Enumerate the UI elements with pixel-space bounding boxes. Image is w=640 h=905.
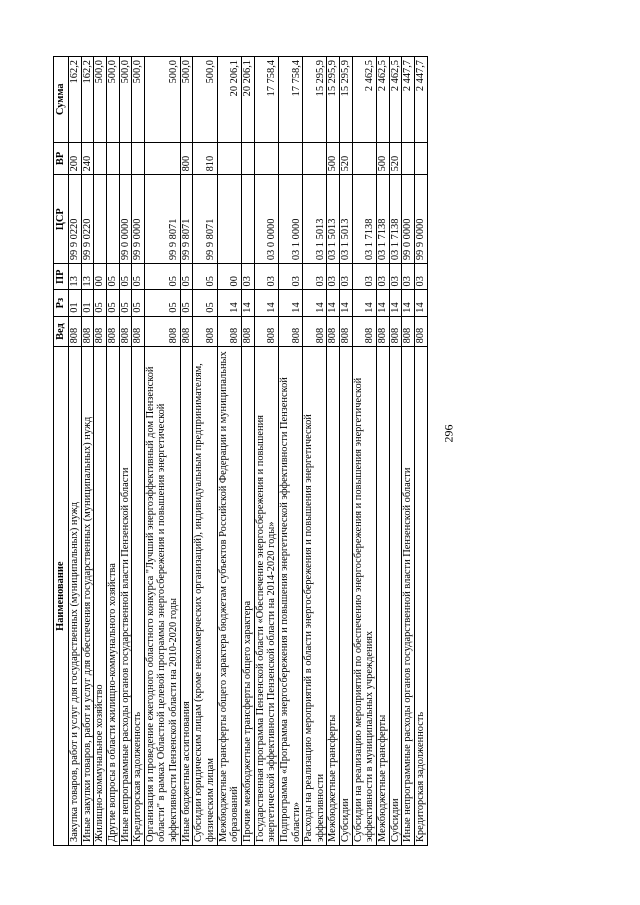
cell-vr <box>106 142 119 175</box>
cell-pr: 00 <box>217 264 241 290</box>
cell-sum: 15 295,9 <box>327 57 340 143</box>
cell-pr: 03 <box>352 264 376 290</box>
cell-pr: 03 <box>402 264 415 290</box>
cell-csr: 99 9 8071 <box>144 175 180 264</box>
cell-vr: 800 <box>180 142 193 175</box>
header-name: Наименование <box>54 347 69 846</box>
cell-name: Субсидии юридическим лицам (кроме некоммерческих организаций), индивидуальным предпринимателям, физическим лицам <box>193 347 217 846</box>
cell-sum: 17 758,4 <box>254 57 278 143</box>
cell-rz: 14 <box>352 290 376 316</box>
cell-name: Подпрограмма «Программа энергосбережения и повышения энергетической эффективности Пензенской области» <box>278 347 302 846</box>
table-row <box>303 57 327 846</box>
cell-sum: 500,0 <box>94 57 107 143</box>
cell-ved: 808 <box>193 316 217 347</box>
cell-name: Субсидии <box>340 347 353 846</box>
cell-csr: 03 0 0000 <box>254 175 278 264</box>
cell-ved: 808 <box>144 316 180 347</box>
table-row <box>254 57 278 846</box>
rotated-page-content <box>53 56 640 846</box>
cell-ved: 808 <box>94 316 107 347</box>
cell-pr: 03 <box>327 264 340 290</box>
cell-csr: 03 1 5013 <box>327 175 340 264</box>
cell-vr: 200 <box>69 142 82 175</box>
cell-rz: 05 <box>193 290 217 316</box>
cell-rz: 05 <box>119 290 132 316</box>
cell-csr: 99 9 0000 <box>414 175 427 264</box>
cell-sum: 2 447,7 <box>414 57 427 143</box>
cell-ved: 808 <box>106 316 119 347</box>
cell-csr: 99 0 0000 <box>119 175 132 264</box>
cell-ved: 808 <box>414 316 427 347</box>
cell-vr: 500 <box>327 142 340 175</box>
table-row <box>377 57 390 846</box>
cell-vr <box>119 142 132 175</box>
table-row <box>340 57 353 846</box>
cell-rz: 14 <box>241 290 254 316</box>
table-row <box>352 57 376 846</box>
cell-sum: 162,2 <box>69 57 82 143</box>
cell-name: Иные бюджетные ассигнования <box>180 347 193 846</box>
cell-ved: 808 <box>69 316 82 347</box>
cell-name: Иные непрограммные расходы органов государственной власти Пензенской области <box>402 347 415 846</box>
cell-rz: 01 <box>69 290 82 316</box>
cell-rz: 14 <box>278 290 302 316</box>
cell-rz: 05 <box>106 290 119 316</box>
table-row <box>193 57 217 846</box>
cell-vr: 240 <box>81 142 94 175</box>
cell-rz: 01 <box>81 290 94 316</box>
cell-ved: 808 <box>180 316 193 347</box>
cell-csr <box>106 175 119 264</box>
table-row <box>106 57 119 846</box>
cell-name: Иные закупки товаров, работ и услуг для обеспечения государственных (муниципальных) нужд <box>81 347 94 846</box>
table-row <box>414 57 427 846</box>
table-row <box>119 57 132 846</box>
cell-rz: 05 <box>180 290 193 316</box>
cell-pr: 03 <box>278 264 302 290</box>
cell-csr: 03 1 5013 <box>303 175 327 264</box>
cell-ved: 808 <box>217 316 241 347</box>
cell-vr <box>254 142 278 175</box>
cell-name: Жилищно-коммунальное хозяйство <box>94 347 107 846</box>
header-pr: ПР <box>54 264 69 290</box>
cell-sum: 500,0 <box>132 57 145 143</box>
cell-ved: 808 <box>81 316 94 347</box>
cell-vr <box>132 142 145 175</box>
cell-rz: 14 <box>217 290 241 316</box>
cell-rz: 14 <box>303 290 327 316</box>
cell-vr <box>414 142 427 175</box>
cell-rz: 14 <box>389 290 402 316</box>
cell-vr: 520 <box>389 142 402 175</box>
cell-csr: 99 0 0000 <box>402 175 415 264</box>
cell-sum: 20 206,1 <box>241 57 254 143</box>
cell-rz: 14 <box>414 290 427 316</box>
cell-rz: 14 <box>327 290 340 316</box>
table-row <box>241 57 254 846</box>
table-row <box>180 57 193 846</box>
cell-pr: 05 <box>193 264 217 290</box>
cell-sum: 17 758,4 <box>278 57 302 143</box>
cell-vr <box>241 142 254 175</box>
cell-ved: 808 <box>377 316 390 347</box>
cell-pr: 03 <box>389 264 402 290</box>
cell-vr <box>303 142 327 175</box>
cell-rz: 05 <box>94 290 107 316</box>
cell-name: Субсидии <box>389 347 402 846</box>
cell-pr: 13 <box>69 264 82 290</box>
cell-vr: 500 <box>377 142 390 175</box>
cell-rz: 14 <box>340 290 353 316</box>
cell-name: Межбюджетные трансферты общего характера бюджетам субъектов Российской Федерации и муниципальных образований <box>217 347 241 846</box>
header-rz: Рз <box>54 290 69 316</box>
cell-ved: 808 <box>119 316 132 347</box>
cell-sum: 500,0 <box>193 57 217 143</box>
cell-csr: 03 1 5013 <box>340 175 353 264</box>
cell-name: Государственная программа Пензенской области «Обеспечение энергосбережения и повышения энергетической эффективности Пензенской области на 2014-2020 годы» <box>254 347 278 846</box>
cell-name: Закупка товаров, работ и услуг для государственных (муниципальных) нужд <box>69 347 82 846</box>
cell-name: Межбюджетные трансферты <box>377 347 390 846</box>
cell-sum: 2 462,5 <box>377 57 390 143</box>
table-row <box>217 57 241 846</box>
cell-ved: 808 <box>303 316 327 347</box>
cell-ved: 808 <box>132 316 145 347</box>
cell-name: Иные непрограммные расходы органов государственной власти Пензенской области <box>119 347 132 846</box>
header-ved: Вед <box>54 316 69 347</box>
cell-csr: 99 9 0220 <box>81 175 94 264</box>
cell-vr <box>402 142 415 175</box>
cell-name: Кредиторская задолженность <box>414 347 427 846</box>
cell-csr: 99 9 0000 <box>132 175 145 264</box>
cell-vr <box>217 142 241 175</box>
table-row <box>327 57 340 846</box>
table-header-row <box>54 57 69 846</box>
cell-csr: 03 1 7138 <box>377 175 390 264</box>
header-vr: ВР <box>54 142 69 175</box>
cell-rz: 05 <box>132 290 145 316</box>
cell-csr <box>217 175 241 264</box>
cell-pr: 03 <box>414 264 427 290</box>
table-row <box>69 57 82 846</box>
page-number: 296 <box>441 424 456 443</box>
table-row <box>81 57 94 846</box>
cell-pr: 05 <box>106 264 119 290</box>
cell-pr: 03 <box>377 264 390 290</box>
cell-csr: 03 1 7138 <box>352 175 376 264</box>
cell-sum: 20 206,1 <box>217 57 241 143</box>
cell-name: Расходы на реализацию мероприятий в области энергосбережения и повышения энергетической эффективности <box>303 347 327 846</box>
cell-pr: 03 <box>241 264 254 290</box>
cell-name: Прочие межбюджетные трансферты общего характера <box>241 347 254 846</box>
budget-table <box>53 56 428 846</box>
cell-rz: 14 <box>254 290 278 316</box>
cell-ved: 808 <box>389 316 402 347</box>
cell-name: Субсидии на реализацию мероприятий по обеспечению энергосбережения и повышения энергетической эффективности в муниципальных учреждениях <box>352 347 376 846</box>
table-row <box>144 57 180 846</box>
cell-name: Межбюджетные трансферты <box>327 347 340 846</box>
header-sum: Сумма <box>54 57 69 143</box>
cell-pr: 05 <box>132 264 145 290</box>
cell-vr <box>352 142 376 175</box>
cell-name: Кредиторская задолженность <box>132 347 145 846</box>
cell-sum: 500,0 <box>180 57 193 143</box>
cell-csr: 03 1 7138 <box>389 175 402 264</box>
cell-sum: 500,0 <box>144 57 180 143</box>
cell-pr: 00 <box>94 264 107 290</box>
cell-ved: 808 <box>352 316 376 347</box>
cell-vr: 810 <box>193 142 217 175</box>
cell-csr <box>94 175 107 264</box>
cell-sum: 2 447,7 <box>402 57 415 143</box>
cell-csr: 99 9 8071 <box>180 175 193 264</box>
cell-vr <box>94 142 107 175</box>
cell-ved: 808 <box>327 316 340 347</box>
cell-pr: 13 <box>81 264 94 290</box>
cell-rz: 05 <box>144 290 180 316</box>
table-body <box>69 57 428 846</box>
cell-sum: 162,2 <box>81 57 94 143</box>
table-row <box>278 57 302 846</box>
table-row <box>132 57 145 846</box>
cell-sum: 2 462,5 <box>352 57 376 143</box>
cell-name: Организация и проведение ежегодного областного конкурса "Лучший энергоэффективный дом Пензенской области" в рамках Областной целевой программы энергосбережения и повышения энергетической эффективности Пензенской области на 2010-2020 годы <box>144 347 180 846</box>
cell-sum: 500,0 <box>119 57 132 143</box>
cell-pr: 05 <box>144 264 180 290</box>
cell-sum: 500,0 <box>106 57 119 143</box>
cell-ved: 808 <box>340 316 353 347</box>
cell-pr: 05 <box>119 264 132 290</box>
cell-sum: 2 462,5 <box>389 57 402 143</box>
cell-pr: 03 <box>254 264 278 290</box>
cell-csr: 99 9 0220 <box>69 175 82 264</box>
table-row <box>402 57 415 846</box>
cell-ved: 808 <box>278 316 302 347</box>
table-row <box>389 57 402 846</box>
cell-ved: 808 <box>254 316 278 347</box>
cell-sum: 15 295,9 <box>303 57 327 143</box>
cell-pr: 05 <box>180 264 193 290</box>
cell-sum: 15 295,9 <box>340 57 353 143</box>
cell-ved: 808 <box>402 316 415 347</box>
cell-rz: 14 <box>402 290 415 316</box>
cell-vr <box>144 142 180 175</box>
header-csr: ЦСР <box>54 175 69 264</box>
cell-vr <box>278 142 302 175</box>
cell-rz: 14 <box>377 290 390 316</box>
cell-pr: 03 <box>340 264 353 290</box>
cell-csr: 99 9 8071 <box>193 175 217 264</box>
table-row <box>94 57 107 846</box>
cell-csr <box>241 175 254 264</box>
cell-csr: 03 1 0000 <box>278 175 302 264</box>
cell-name: Другие вопросы в области жилищно-коммунального хозяйства <box>106 347 119 846</box>
cell-vr: 520 <box>340 142 353 175</box>
cell-ved: 808 <box>241 316 254 347</box>
cell-pr: 03 <box>303 264 327 290</box>
